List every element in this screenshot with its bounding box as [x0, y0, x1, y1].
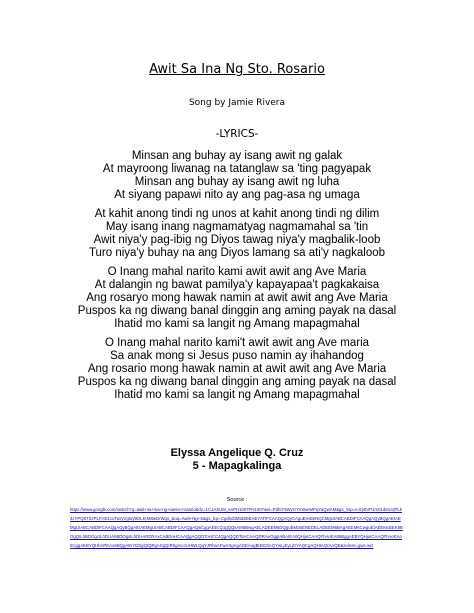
lyric-line: Ihatid mo kami sa langit ng Amang mapagmahal — [114, 389, 360, 401]
lyric-line: Sa anak mong si Jesus puso namin ay ihahandog — [110, 350, 364, 362]
source-label: Source : — [226, 497, 248, 503]
lyric-line: Puspos ka ng diwang banal dinggin ang aming payak na dasal — [77, 376, 397, 388]
source-link[interactable]: https://www.google.com/search?q=awit+sa+ina+ng+santo+rosario&rlz=1C1ASUM_enPH1007PH1007&ei=PdhiY9WyGYm0seMPqYaQwAM&gs_ssp=eJzj4tVP1m01ib0LVjPLk4zYPQ5TSzPLFHS1coTwryVgtoy9OLKrM8wDrWqs_&oq=Awit+Ng+S&gs_lcp=Cgdnd3Mtd2l6EAEYATIFCAAQgAQyCAguEIAEENQCMgUIABCABDIFCAAQgAQyBQgAEIAEMgUIABCABDIFCAAQgAQyBQgAEIAEMgUIABCABDIFCAAQgAQ6CggAEEcQ1gQQsAM6BwgAELADEEM6DQguEMcBENEDELADEEM6BAgAEEM6CwguEIAEEMcBEK8BOgQILhBDOgcILhDUAhBDOgsILhDHARDRAxCABDoHCAAQgAQQDToHCC4QgAQQDToHCAAQDRAeOggIABAIEA0QHjoICAAQFhAeEA86BggAEBYQHjoICAAQFhAeEAo6CggAEBYQHhAPEAo6BQgAEIYDSgQIQRgASgQIRhgAUJUHWLQqYJRhaAFwAXgAgAGEAogBrBGSAQYwLjEyLjGYAQCgAQHIAQrAAQE&sclient=gws-wiz — [70, 507, 403, 548]
lyric-line: At dalangin ng bawat pamilya'y kapayapaa't pagkakaisa — [94, 279, 380, 291]
lyric-line: Ihatid mo kami sa langit ng Amang mapagmahal — [114, 318, 360, 330]
lyric-line: Minsan ang buhay ay isang awit ng luha — [134, 176, 340, 188]
song-byline: Song by Jamie Rivera — [188, 98, 286, 108]
lyric-line: Ang rosaryo mong hawak namin at awit awit ang Ave Maria — [86, 292, 388, 304]
lyric-line: Awit niya'y pag-ibig ng Diyos tawag niya'y magbalik-loob — [93, 234, 381, 246]
lyric-line: At mayroong liwanag na tatanglaw sa 'ting pagyapak — [102, 163, 372, 175]
author-block — [0, 447, 474, 473]
stanza-3 — [40, 266, 434, 331]
lyric-line: O Inang mahal narito kami't awit awit ang Ave maria — [104, 337, 370, 349]
lyric-line: At siyang papawi nito ay ang pag-asa ng umaga — [114, 189, 360, 201]
author-section: 5 - Mapagkalinga — [192, 460, 282, 472]
author-name: Elyssa Angelique Q. Cruz — [170, 447, 304, 459]
stanza-4 — [40, 337, 434, 402]
lyric-line: May isang inang nagmamatyag nagmamahal sa 'tin — [105, 221, 369, 233]
lyrics-body — [40, 150, 434, 408]
lyric-line: Minsan ang buhay ay isang awit ng galak — [131, 150, 343, 162]
lyric-line: O Inang mahal narito kami awit awit ang Ave Maria — [107, 266, 367, 278]
lyric-line: Puspos ka ng diwang banal dinggin ang aming payak na dasal — [77, 305, 397, 317]
lyrics-label: -LYRICS- — [215, 128, 259, 140]
stanza-1 — [40, 150, 434, 202]
song-title: Awit Sa Ina Ng Sto. Rosario — [149, 62, 325, 77]
lyric-line: At kahit anong tindi ng unos at kahit anong tindi ng dilim — [94, 208, 380, 220]
lyric-line: Turo niya'y buhay na ang Diyos lamang sa ati'y nagkaloob — [88, 247, 386, 259]
lyric-line: Ang rosario mong hawak namin at awit awit ang Ave Maria — [87, 363, 387, 375]
stanza-2 — [40, 208, 434, 260]
